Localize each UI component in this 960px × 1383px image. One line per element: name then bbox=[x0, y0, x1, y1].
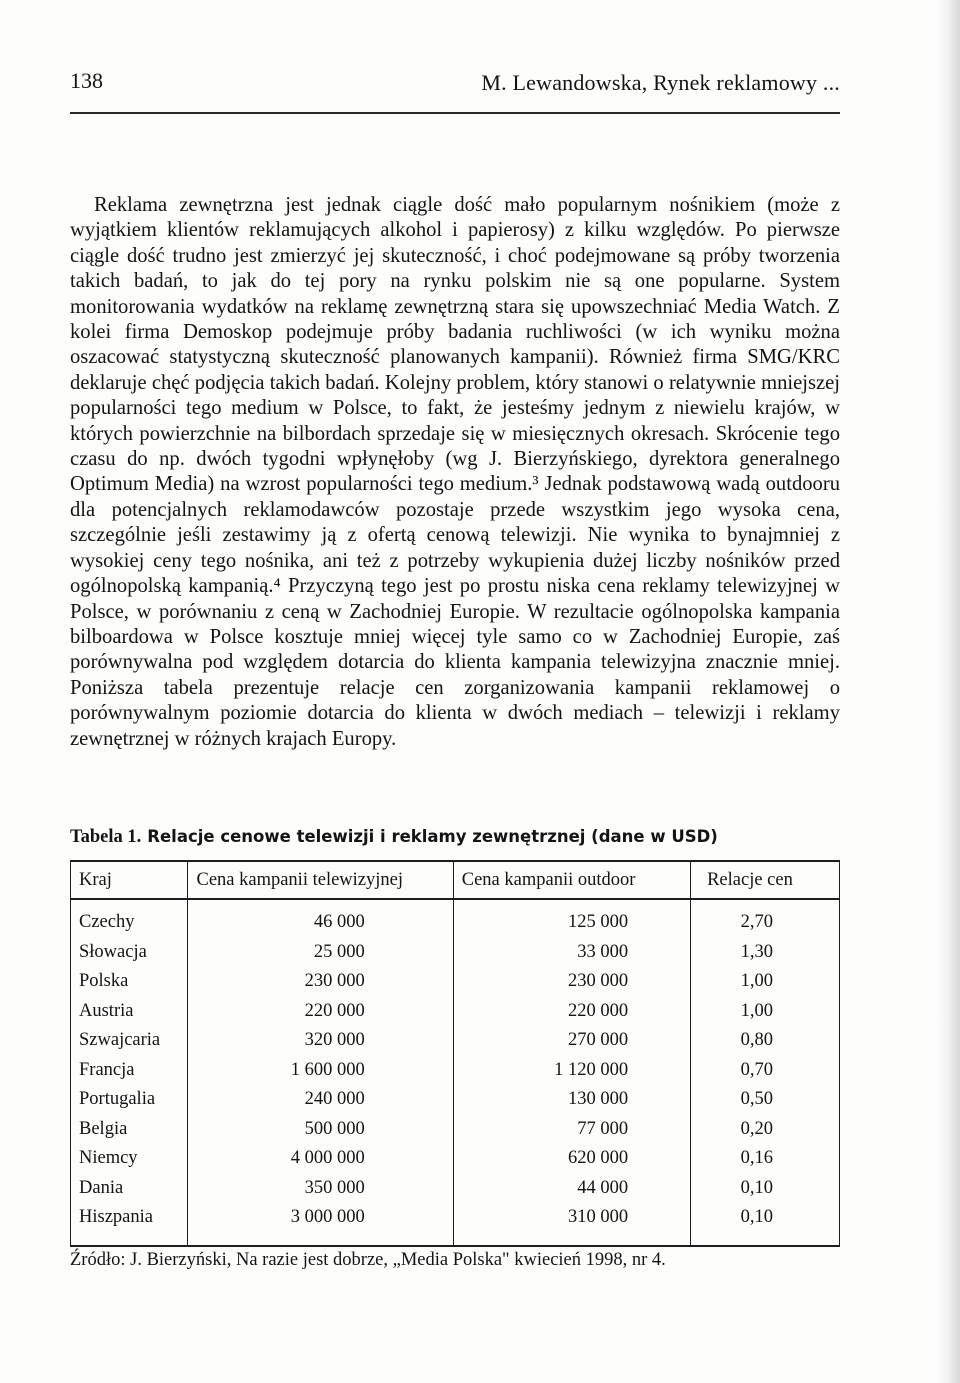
column-header-outdoor-price: Cena kampanii outdoor bbox=[453, 861, 690, 899]
page-header bbox=[70, 68, 840, 108]
table-row bbox=[71, 1174, 840, 1204]
cell-country: Czechy bbox=[71, 899, 188, 938]
table-row bbox=[71, 967, 840, 997]
cell-country: Dania bbox=[71, 1174, 188, 1204]
cell-outdoor-price: 125 000 bbox=[453, 899, 690, 938]
table-row bbox=[71, 899, 840, 938]
body-paragraph: Reklama zewnętrzna jest jednak ciągle dość mało popularnym nośnikiem (może z wyjątkiem klientów reklamujących alkohol i papierosy) z kilku względów. Po pierwsze ciągle dość trudno jest zmierzyć jej skuteczność, i choć podejmowane są próby tworzenia takich badań, to jak do tej pory na rynku polskim nie są one popularne. System monitorowania wydatków na reklamę zewnętrzną stara się upowszechniać Media Watch. Z kolei firma Demoskop podejmuje próby badania ruchliwości (w ich wyniku można oszacować statystyczną skuteczność planowanych kampanii). Również firma SMG/KRC deklaruje chęć podjęcia takich badań. Kolejny problem, który stanowi o relatywnie mniejszej popularności tego medium w Polsce, to fakt, że jesteśmy jednym z niewielu krajów, w których powierzchnie na bilbordach sprzedaje się w miesięcznych okresach. Skrócenie tego czasu do np. dwóch tygodni wpłynęłoby (wg J. Bierzyńskiego, dyrektora generalnego Optimum Media) na wzrost popularności tego medium.³ Jednak podstawową wadą outdooru dla potencjalnych reklamodawców pozostaje przede wszystkim jego wysoka cena, szczególnie jeśli zestawimy ją z ofertą cenową telewizji. Nie wynika to bynajmniej z wysokiej ceny tego nośnika, ani też z potrzeby wykupienia dużej liczby nośników przed ogólnopolską kampanią.⁴ Przyczyną tego jest po prostu niska cena reklamy telewizyjnej w Polsce, w porównaniu z ceną w Zachodniej Europie. W rezultacie ogólnopolska kampania bilboardowa w Polsce kosztuje mniej więcej tyle samo co w Zachodniej Europie, zaś porównywalna pod względem dotarcia do klienta kampania telewizyjna znacznie mniej. Poniższa tabela prezentuje relacje cen zorganizowania kampanii reklamowej o porównywalnym poziomie dotarcia do klienta w dwóch mediach – telewizji i reklamy zewnętrznej w różnych krajach Europy. bbox=[70, 194, 840, 750]
table-label: Tabela 1. bbox=[70, 827, 142, 847]
cell-tv-price: 3 000 000 bbox=[188, 1203, 453, 1246]
cell-price-ratio: 2,70 bbox=[691, 899, 840, 938]
column-header-tv-price: Cena kampanii telewizyjnej bbox=[188, 861, 453, 899]
cell-outdoor-price: 44 000 bbox=[453, 1174, 690, 1204]
table-row bbox=[71, 1115, 840, 1145]
cell-tv-price: 240 000 bbox=[188, 1085, 453, 1115]
cell-outdoor-price: 77 000 bbox=[453, 1115, 690, 1145]
cell-tv-price: 1 600 000 bbox=[188, 1056, 453, 1086]
cell-price-ratio: 0,70 bbox=[691, 1056, 840, 1086]
cell-outdoor-price: 1 120 000 bbox=[453, 1056, 690, 1086]
cell-country: Polska bbox=[71, 967, 188, 997]
cell-country: Austria bbox=[71, 997, 188, 1027]
cell-country: Belgia bbox=[71, 1115, 188, 1145]
cell-price-ratio: 1,00 bbox=[691, 997, 840, 1027]
table-row bbox=[71, 938, 840, 968]
table-caption bbox=[70, 827, 718, 848]
column-header-price-ratio: Relacje cen bbox=[691, 861, 840, 899]
table-title: Relacje cenowe telewizji i reklamy zewnętrznej (dane w USD) bbox=[147, 827, 718, 846]
cell-country: Portugalia bbox=[71, 1085, 188, 1115]
cell-outdoor-price: 33 000 bbox=[453, 938, 690, 968]
cell-price-ratio: 0,50 bbox=[691, 1085, 840, 1115]
table-row bbox=[71, 1056, 840, 1086]
table-source-note: Źródło: J. Bierzyński, Na razie jest dobrze, „Media Polska" kwiecień 1998, nr 4. bbox=[70, 1250, 666, 1270]
cell-country: Niemcy bbox=[71, 1144, 188, 1174]
cell-country: Słowacja bbox=[71, 938, 188, 968]
cell-price-ratio: 0,80 bbox=[691, 1026, 840, 1056]
cell-outdoor-price: 620 000 bbox=[453, 1144, 690, 1174]
column-header-kraj: Kraj bbox=[71, 861, 188, 899]
cell-price-ratio: 1,30 bbox=[691, 938, 840, 968]
cell-country: Szwajcaria bbox=[71, 1026, 188, 1056]
cell-outdoor-price: 270 000 bbox=[453, 1026, 690, 1056]
cell-country: Francja bbox=[71, 1056, 188, 1086]
cell-tv-price: 230 000 bbox=[188, 967, 453, 997]
cell-outdoor-price: 130 000 bbox=[453, 1085, 690, 1115]
table-header-row bbox=[71, 861, 840, 899]
page-number: 138 bbox=[70, 68, 103, 93]
cell-outdoor-price: 220 000 bbox=[453, 997, 690, 1027]
table-row bbox=[71, 1085, 840, 1115]
table-row bbox=[71, 997, 840, 1027]
cell-outdoor-price: 230 000 bbox=[453, 967, 690, 997]
running-head: M. Lewandowska, Rynek reklamowy ... bbox=[481, 70, 840, 95]
cell-price-ratio: 0,16 bbox=[691, 1144, 840, 1174]
cell-price-ratio: 0,10 bbox=[691, 1203, 840, 1246]
cell-price-ratio: 1,00 bbox=[691, 967, 840, 997]
scan-edge-shadow bbox=[934, 0, 960, 1383]
cell-tv-price: 320 000 bbox=[188, 1026, 453, 1056]
cell-tv-price: 500 000 bbox=[188, 1115, 453, 1145]
cell-price-ratio: 0,10 bbox=[691, 1174, 840, 1204]
table-row bbox=[71, 1203, 840, 1246]
cell-tv-price: 46 000 bbox=[188, 899, 453, 938]
cell-price-ratio: 0,20 bbox=[691, 1115, 840, 1145]
price-ratio-table bbox=[70, 860, 840, 1247]
table-row bbox=[71, 1026, 840, 1056]
cell-tv-price: 4 000 000 bbox=[188, 1144, 453, 1174]
cell-country: Hiszpania bbox=[71, 1203, 188, 1246]
cell-outdoor-price: 310 000 bbox=[453, 1203, 690, 1246]
cell-tv-price: 25 000 bbox=[188, 938, 453, 968]
table-row bbox=[71, 1144, 840, 1174]
cell-tv-price: 220 000 bbox=[188, 997, 453, 1027]
cell-tv-price: 350 000 bbox=[188, 1174, 453, 1204]
header-rule bbox=[70, 112, 840, 114]
